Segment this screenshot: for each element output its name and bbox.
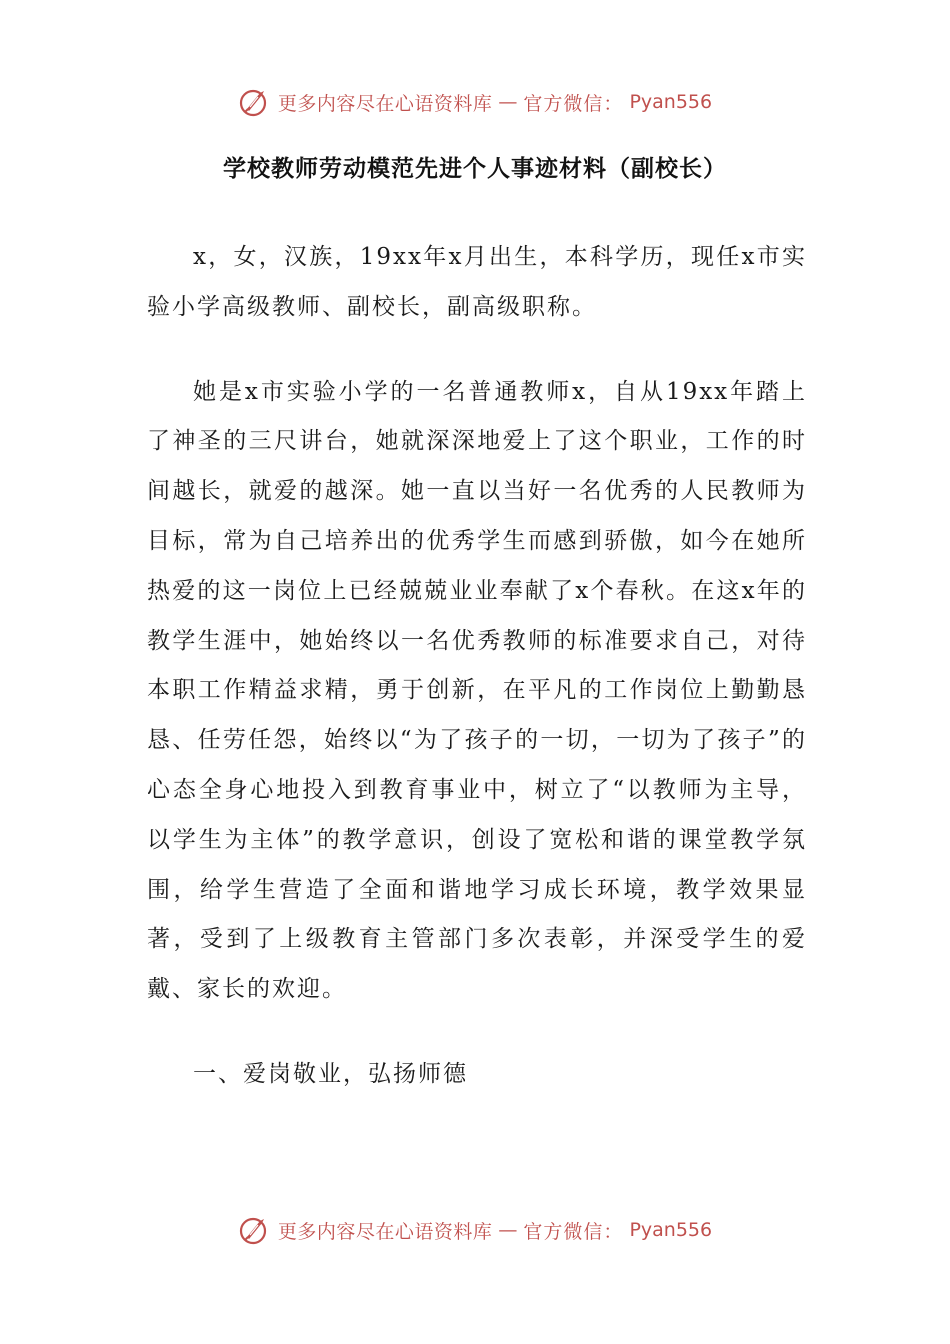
watermark-banner-bottom	[0, 1208, 950, 1252]
watermark-text: 更多内容尽在心语资料库	[277, 1220, 493, 1243]
quill-pen-logo-icon	[238, 1213, 272, 1247]
watermark-wechat-id: Pyan556	[629, 1219, 713, 1241]
document-body	[147, 233, 807, 1100]
watermark-banner-top	[0, 80, 950, 124]
watermark-dash: —	[498, 91, 518, 113]
paragraph-intro: x，女，汉族，19xx年x月出生，本科学历，现任x市实验小学高级教师、副校长，副高级职称。	[147, 244, 807, 320]
watermark-wechat-id: Pyan556	[629, 91, 713, 113]
watermark-dash: —	[498, 1219, 518, 1241]
document-title: 学校教师劳动模范先进个人事迹材料（副校长）	[223, 156, 727, 182]
paragraph-main: 她是x市实验小学的一名普通教师x，自从19xx年踏上了神圣的三尺讲台，她就深深地爱上了这个职业，工作的时间越长，就爱的越深。她一直以当好一名优秀的人民教师为目标，常为自己培养出的优秀学生而感到骄傲，如今在她所热爱的这一岗位上已经兢兢业业奉献了x个春秋。在这x年的教学生涯中，她始终以一名优秀教师的标准要求自己，对待本职工作精益求精，勇于创新，在平凡的工作岗位上勤勤恳恳、任劳任怨，始终以“为了孩子的一切，一切为了孩子”的心态全身心地投入到教育事业中，树立了“以教师为主导，以学生为主体”的教学意识，创设了宽松和谐的课堂教学氛围，给学生营造了全面和谐地学习成长环境，教学效果显著，受到了上级教育主管部门多次表彰，并深受学生的爱戴、家长的欢迎。	[147, 378, 807, 1003]
watermark-text: 更多内容尽在心语资料库	[277, 92, 493, 115]
watermark-content	[238, 1213, 712, 1247]
quill-pen-logo-icon	[238, 85, 272, 119]
watermark-wechat-label: 官方微信：	[523, 92, 624, 115]
section-heading: 一、爱岗敬业，弘扬师德	[193, 1060, 468, 1087]
watermark-content	[238, 85, 712, 119]
watermark-wechat-label: 官方微信：	[523, 1220, 624, 1243]
